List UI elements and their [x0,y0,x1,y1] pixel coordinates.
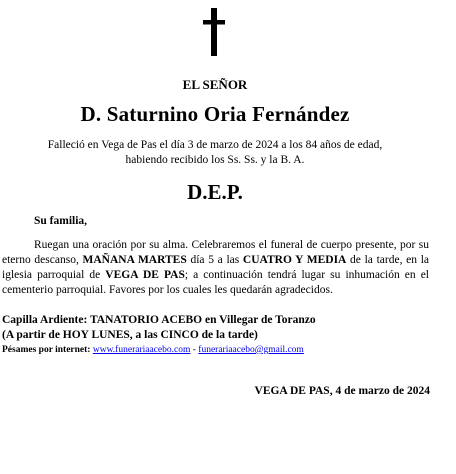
website-link[interactable]: www.funerariaacebo.com [92,345,191,355]
condolences-line [2,345,442,355]
death-notice-intro [10,138,420,168]
link-separator: - [190,345,199,355]
body-text-3: de la tarde, en la iglesia parroquial de [2,254,429,281]
chapel-line-2: (A partir de HOY LUNES, a las CINCO de la tarde) [2,329,258,341]
latin-cross-icon [0,6,456,58]
deceased-name: D. Saturnino Oria Fernández [80,102,350,126]
intro-line-1: Falleció en Vega de Pas el día 3 de marzo de 2024 a los 84 años de edad, [47,139,383,151]
body-time: CUATRO Y MEDIA [242,254,347,266]
notice-heading: EL SEÑOR [182,77,248,92]
body-day: MAÑANA MARTES [82,254,187,266]
chapel-line-1: Capilla Ardiente: TANATORIO ACEBO en Villegar de Toranzo [2,314,316,326]
email-link[interactable]: funerariaacebo@gmail.com [198,345,304,355]
place-date: VEGA DE PAS, 4 de marzo de 2024 [254,385,430,397]
body-place: VEGA DE PAS [105,269,185,281]
chapel-info [2,313,442,343]
body-text-2: día 5 a las [186,254,243,266]
intro-line-2: habiendo recibido los Ss. Ss. y la B. A. [125,154,305,166]
dep-title: D.E.P. [187,180,243,204]
body-text-1: Ruegan una oración por su alma. Celebraremos el funeral de cuerpo presente, por su eterno descanso, [2,239,429,266]
family-salutation: Su familia, [34,215,88,227]
condolences-label: Pésames por internet: [2,345,91,355]
funeral-announcement-paragraph [2,238,429,298]
body-text-4: ; a continuación tendrá lugar su inhumación en el cementerio parroquial. Favores por los cuales les quedarán agradecidos. [2,269,429,296]
